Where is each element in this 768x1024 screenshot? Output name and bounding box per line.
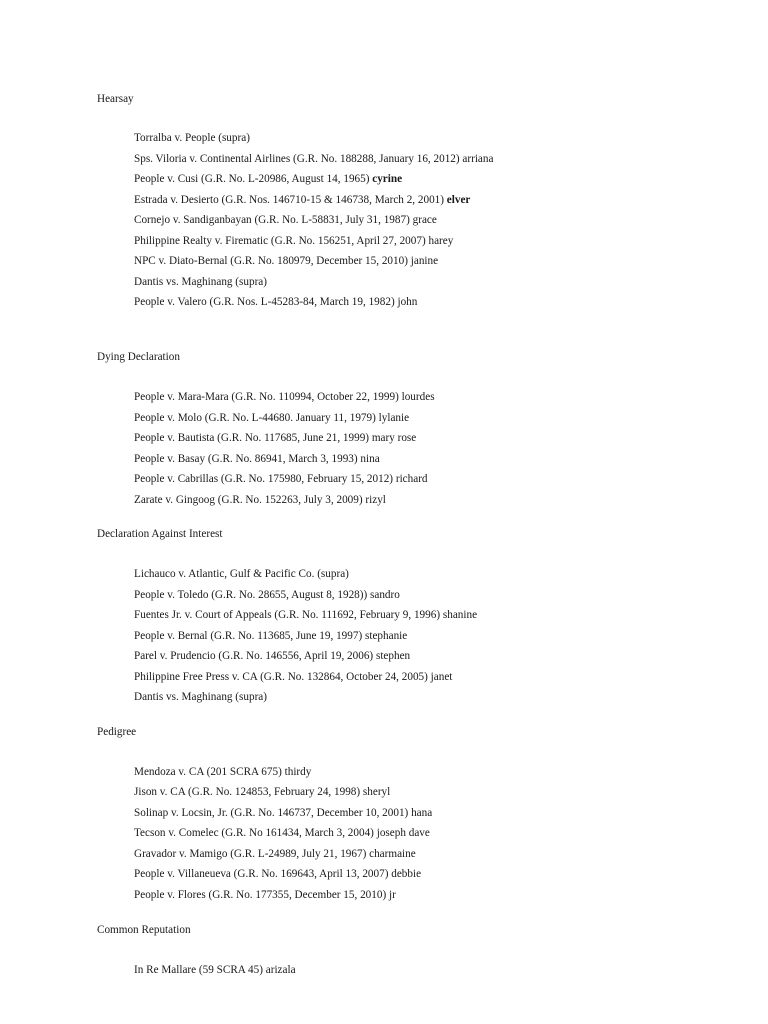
- case-entry: [134, 670, 452, 684]
- case-entry: [134, 826, 430, 840]
- case-citation: NPC v. Diato-Bernal (G.R. No. 180979, December 15, 2010): [134, 255, 408, 267]
- case-citation: Dantis vs. Maghinang (supra): [134, 276, 267, 288]
- case-assignee: sheryl: [362, 786, 391, 798]
- case-assignee: lylanie: [378, 412, 410, 424]
- case-citation: Jison v. CA (G.R. No. 124853, February 24, 1998): [134, 786, 361, 798]
- case-entry: [134, 131, 250, 145]
- case-assignee: richard: [395, 473, 428, 485]
- case-citation: Mendoza v. CA (201 SCRA 675): [134, 766, 282, 778]
- section-heading-declaration-against-interest: Declaration Against Interest: [97, 528, 223, 540]
- case-assignee: joseph dave: [376, 827, 430, 839]
- case-entry: [134, 867, 421, 881]
- case-entry: [134, 411, 409, 425]
- case-entry: [134, 765, 311, 779]
- case-entry: [134, 806, 432, 820]
- case-citation: People v. Valero (G.R. Nos. L-45283-84, March 19, 1982): [134, 296, 395, 308]
- case-entry: [134, 588, 400, 602]
- case-assignee: charmaine: [369, 848, 416, 860]
- case-assignee: hana: [411, 807, 433, 819]
- case-citation: People v. Cabrillas (G.R. No. 175980, February 15, 2012): [134, 473, 394, 485]
- case-assignee: janine: [410, 255, 439, 267]
- case-entry: [134, 193, 470, 207]
- case-assignee: lourdes: [401, 391, 435, 403]
- case-citation: Dantis vs. Maghinang (supra): [134, 691, 267, 703]
- section-heading-common-reputation: Common Reputation: [97, 924, 191, 936]
- case-assignee: elver: [446, 194, 471, 206]
- case-assignee: rizyl: [365, 494, 386, 506]
- case-assignee: debbie: [391, 868, 422, 880]
- case-entry: [134, 888, 396, 902]
- case-entry: [134, 472, 428, 486]
- case-citation: Zarate v. Gingoog (G.R. No. 152263, July 3, 2009): [134, 494, 363, 506]
- case-entry: [134, 452, 380, 466]
- case-citation: People v. Villaneueva (G.R. No. 169643, April 13, 2007): [134, 868, 389, 880]
- case-assignee: harey: [428, 235, 454, 247]
- case-entry: [134, 152, 493, 166]
- case-assignee: cyrine: [372, 173, 403, 185]
- case-entry: [134, 213, 437, 227]
- section-heading-dying-declaration: Dying Declaration: [97, 351, 180, 363]
- case-citation: People v. Flores (G.R. No. 177355, December 15, 2010): [134, 889, 387, 901]
- case-entry: [134, 390, 435, 404]
- case-citation: Philippine Free Press v. CA (G.R. No. 132864, October 24, 2005): [134, 671, 428, 683]
- case-entry: [134, 275, 267, 289]
- case-entry: [134, 431, 416, 445]
- case-citation: People v. Bautista (G.R. No. 117685, June 21, 1999): [134, 432, 370, 444]
- case-entry: [134, 295, 417, 309]
- case-entry: [134, 690, 267, 704]
- case-assignee: arizala: [265, 964, 296, 976]
- case-assignee: grace: [412, 214, 437, 226]
- case-citation: Tecson v. Comelec (G.R. No 161434, March 3, 2004): [134, 827, 374, 839]
- case-citation: Parel v. Prudencio (G.R. No. 146556, April 19, 2006): [134, 650, 374, 662]
- case-assignee: mary rose: [371, 432, 417, 444]
- case-assignee: arriana: [462, 153, 494, 165]
- case-assignee: stephanie: [364, 630, 408, 642]
- section-heading-pedigree: Pedigree: [97, 726, 137, 738]
- case-citation: People v. Bernal (G.R. No. 113685, June 19, 1997): [134, 630, 363, 642]
- case-entry: [134, 172, 402, 186]
- case-citation: People v. Basay (G.R. No. 86941, March 3, 1993): [134, 453, 358, 465]
- case-citation: Torralba v. People (supra): [134, 132, 250, 144]
- case-citation: Solinap v. Locsin, Jr. (G.R. No. 146737, December 10, 2001): [134, 807, 409, 819]
- case-entry: [134, 608, 477, 622]
- case-entry: [134, 847, 416, 861]
- case-assignee: shanine: [442, 609, 478, 621]
- case-citation: Fuentes Jr. v. Court of Appeals (G.R. No. 111692, February 9, 1996): [134, 609, 441, 621]
- case-assignee: stephen: [375, 650, 411, 662]
- case-citation: Estrada v. Desierto (G.R. Nos. 146710-15 & 146738, March 2, 2001): [134, 194, 444, 206]
- section-heading-hearsay: Hearsay: [97, 93, 134, 105]
- case-entry: [134, 567, 349, 581]
- case-assignee: thirdy: [284, 766, 312, 778]
- case-entry: [134, 493, 386, 507]
- case-entry: [134, 629, 407, 643]
- case-entry: [134, 785, 390, 799]
- case-entry: [134, 649, 410, 663]
- case-citation: People v. Molo (G.R. No. L-44680. January 11, 1979): [134, 412, 376, 424]
- case-assignee: sandro: [370, 589, 400, 601]
- case-citation: People v. Mara-Mara (G.R. No. 110994, October 22, 1999): [134, 391, 399, 403]
- case-citation: Philippine Realty v. Firematic (G.R. No. 156251, April 27, 2007): [134, 235, 426, 247]
- case-citation: In Re Mallare (59 SCRA 45): [134, 964, 263, 976]
- case-assignee: janet: [430, 671, 453, 683]
- case-citation: Sps. Viloria v. Continental Airlines (G.R. No. 188288, January 16, 2012): [134, 153, 460, 165]
- case-assignee: nina: [360, 453, 380, 465]
- case-citation: Gravador v. Mamigo (G.R. L-24989, July 21, 1967): [134, 848, 367, 860]
- case-citation: Lichauco v. Atlantic, Gulf & Pacific Co. (supra): [134, 568, 349, 580]
- case-citation: Cornejo v. Sandiganbayan (G.R. No. L-58831, July 31, 1987): [134, 214, 410, 226]
- case-assignee: john: [397, 296, 418, 308]
- case-assignee: jr: [389, 889, 396, 901]
- case-entry: [134, 234, 453, 248]
- case-entry: [134, 963, 296, 977]
- case-entry: [134, 254, 438, 268]
- case-citation: People v. Cusi (G.R. No. L-20986, August 14, 1965): [134, 173, 370, 185]
- case-citation: People v. Toledo (G.R. No. 28655, August 8, 1928)): [134, 589, 368, 601]
